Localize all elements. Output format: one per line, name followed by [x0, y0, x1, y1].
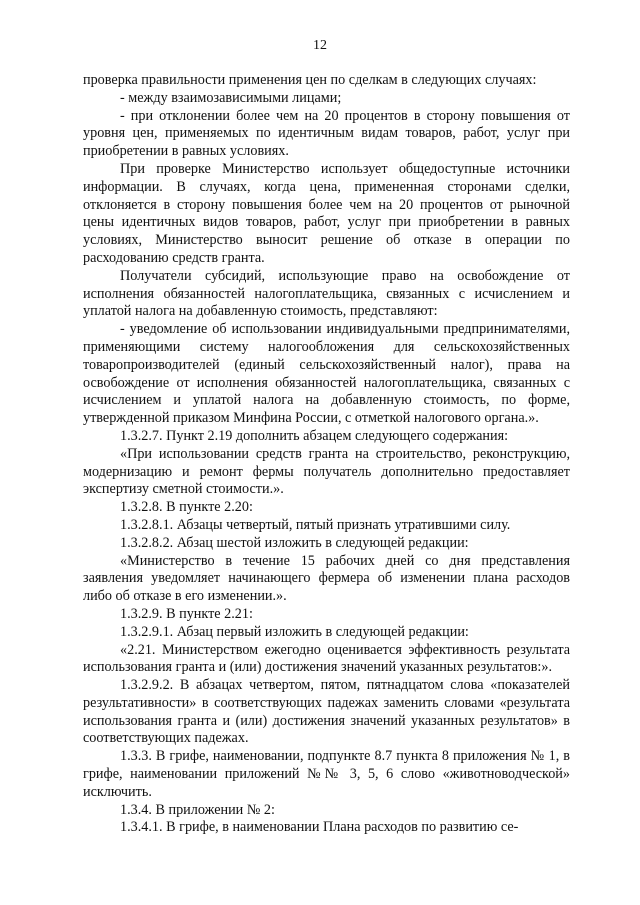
paragraph: «Министерство в течение 15 рабочих дней со дня представления заявления уведомляет начинающего фермера об изменении плана расходов либо об отказе в его изменении.». [83, 552, 570, 605]
paragraph: «2.21. Министерством ежегодно оценивается эффективность результата использования гранта и (или) достижения значений указанных результатов:». [83, 641, 570, 676]
paragraph: 1.3.4. В приложении № 2: [120, 801, 275, 818]
page-number: 12 [313, 38, 327, 53]
paragraph: проверка правильности применения цен по сделкам в следующих случаях: [83, 72, 537, 88]
paragraph: 1.3.3. В грифе, наименовании, подпункте 8.7 пункта 8 приложения № 1, в грифе, наименовании приложений №№ 3, 5, 6 слово «животноводческой» исключить. [83, 748, 570, 800]
paragraph: 1.3.2.9.2. В абзацах четвертом, пятом, пятнадцатом слова «показателей результативности» в соответствующих падежах заменить словами «результата использования гранта и (или) достижения значений указанных результатов» в соответствующих падежах. [83, 677, 570, 747]
paragraph: - между взаимозависимыми лицами; [120, 89, 342, 106]
paragraph: - уведомление об использовании индивидуальными предпринимателями, применяющими систему налогообложения для сельскохозяйственных товаропроизводителей (единый сельскохозяйственный налог), права на освобождение от исполнения обязанностей налогоплательщика, связанных с исчислением и уплатой налога на добавленную стоимость, по форме, утвержденной приказом Минфина России, с отметкой налогового органа.». [83, 321, 570, 427]
paragraph: 1.3.2.8.2. Абзац шестой изложить в следующей редакции: [120, 534, 469, 551]
paragraph: 1.3.2.8.1. Абзацы четвертый, пятый признать утратившими силу. [120, 516, 511, 533]
paragraph: - при отклонении более чем на 20 процентов в сторону повышения от уровня цен, применяемых по идентичным видам товаров, работ, услуг при приобретении в равных условиях. [83, 107, 570, 160]
paragraph: 1.3.2.8. В пункте 2.20: [120, 499, 253, 516]
paragraph: 1.3.2.9. В пункте 2.21: [120, 605, 253, 622]
paragraph: При проверке Министерство использует общедоступные источники информации. В случаях, когда цена, примененная сторонами сделки, отклоняется в сторону повышения более чем на 20 процентов от рыночной цены идентичных видов товаров, работ, услуг при приобретении в равных условиях, Министерство выносит решение об отказе в операции по расходованию средств гранта. [83, 160, 570, 266]
paragraph: 1.3.2.7. Пункт 2.19 дополнить абзацем следующего содержания: [120, 427, 509, 444]
paragraph: Получатели субсидий, использующие право на освобождение от исполнения обязанностей налогоплательщика, связанных с исчислением и уплатой налога на добавленную стоимость, представляют: [83, 267, 570, 320]
paragraph: 1.3.2.9.1. Абзац первый изложить в следующей редакции: [120, 623, 469, 640]
document-body [83, 72, 570, 837]
paragraph: 1.3.4.1. В грифе, в наименовании Плана расходов по развитию се- [120, 819, 519, 836]
paragraph: «При использовании средств гранта на строительство, реконструкцию, модернизацию и ремонт фермы получатель дополнительно предоставляет экспертизу сметной стоимости.». [83, 445, 570, 498]
